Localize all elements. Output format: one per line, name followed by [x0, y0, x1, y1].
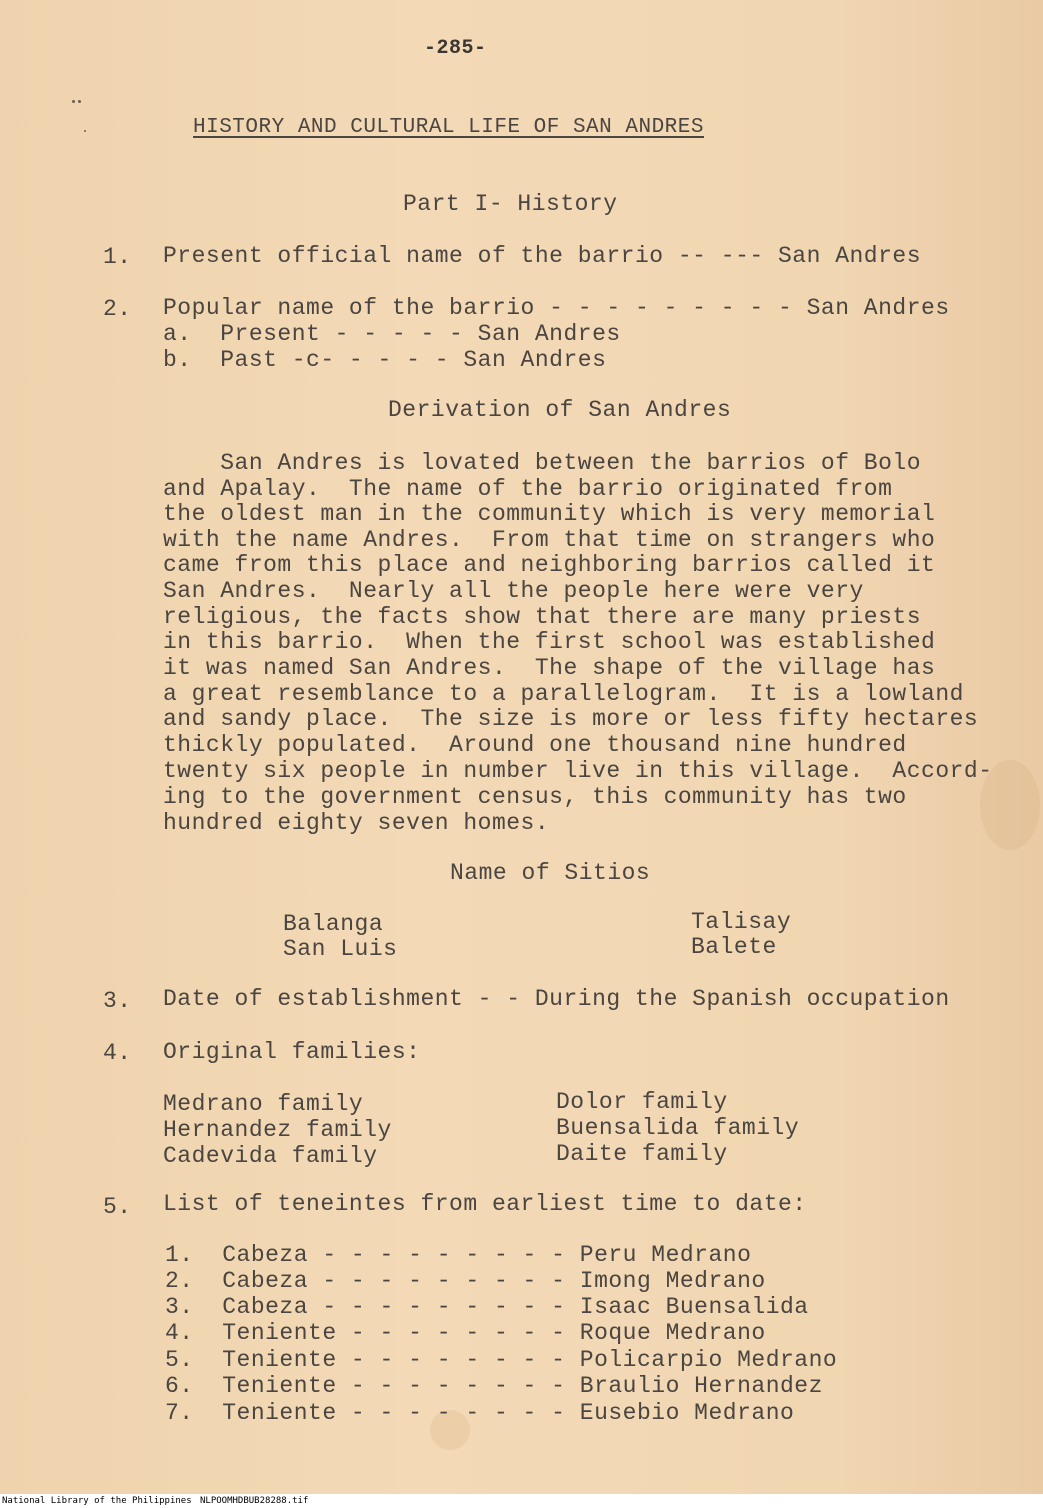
list-item: 7. Teniente - - - - - - - - Eusebio Medrano: [165, 1400, 795, 1426]
document-title: HISTORY AND CULTURAL LIFE OF SAN ANDRES: [193, 116, 704, 139]
item-number: 4.: [103, 1040, 132, 1066]
item-text: Original families:: [163, 1039, 421, 1065]
item-number: 1.: [103, 244, 132, 270]
sub-item: b. Past -c- - - - - San Andres: [163, 347, 607, 373]
list-item: 5. Teniente - - - - - - - - Policarpio Medrano: [165, 1347, 838, 1373]
paragraph-line: came from this place and neighboring barrios called it: [163, 552, 936, 578]
paragraph-line: ing to the government census, this community has two: [163, 784, 907, 810]
paragraph-line: San Andres. Nearly all the people here were very: [163, 578, 864, 604]
item-text: Popular name of the barrio - - - - - - - - - San Andres: [163, 295, 950, 321]
item-text: Present official name of the barrio -- --- San Andres: [163, 243, 922, 269]
item-text: Date of establishment - - During the Spanish occupation: [163, 986, 950, 1012]
family-name: Medrano family: [163, 1091, 364, 1117]
family-name: Dolor family: [556, 1089, 728, 1115]
section-heading: Name of Sitios: [450, 860, 651, 886]
paragraph-line: with the name Andres. From that time on strangers who: [163, 527, 936, 553]
list-item: 4. Teniente - - - - - - - - Roque Medrano: [165, 1320, 766, 1346]
paragraph-line: and sandy place. The size is more or less fifty hectares: [163, 706, 979, 732]
sitio-name: Talisay: [691, 909, 792, 935]
item-number: 2.: [103, 296, 132, 322]
paragraph-line: it was named San Andres. The shape of the village has: [163, 655, 936, 681]
paragraph-line: religious, the facts show that there are many priests: [163, 604, 922, 630]
list-item: 2. Cabeza - - - - - - - - - Imong Medrano: [165, 1268, 766, 1294]
page-number: -285-: [424, 37, 487, 60]
paragraph-line: thickly populated. Around one thousand nine hundred: [163, 732, 907, 758]
item-number: 5.: [103, 1194, 132, 1220]
family-name: Cadevida family: [163, 1143, 378, 1169]
family-name: Buensalida family: [556, 1115, 800, 1141]
paragraph-line: hundred eighty seven homes.: [163, 810, 550, 836]
paragraph-line: and Apalay. The name of the barrio originated from: [163, 476, 893, 502]
paragraph-line: a great resemblance to a parallelogram. It is a lowland: [163, 681, 964, 707]
footer-filename: NLPOOMHDBUB28288.tif: [200, 1496, 309, 1506]
paragraph-line: in this barrio. When the first school was established: [163, 629, 936, 655]
footer-library-name: National Library of the Philippines: [2, 1496, 192, 1506]
sitio-name: Balanga: [283, 911, 384, 937]
list-item: 3. Cabeza - - - - - - - - - Isaac Buensalida: [165, 1294, 809, 1320]
family-name: Hernandez family: [163, 1117, 392, 1143]
item-number: 3.: [103, 988, 132, 1014]
paragraph-line: twenty six people in number live in this village. Accord-: [163, 758, 993, 784]
sub-item: a. Present - - - - - San Andres: [163, 321, 621, 347]
item-text: List of teneintes from earliest time to date:: [163, 1191, 807, 1217]
scan-footer: [0, 1494, 1043, 1508]
sitio-name: San Luis: [283, 936, 398, 962]
paragraph-line: San Andres is lovated between the barrios of Bolo: [163, 450, 922, 476]
paper-speck: [78, 100, 81, 103]
section-heading: Derivation of San Andres: [388, 397, 732, 423]
list-item: 6. Teniente - - - - - - - - Braulio Hernandez: [165, 1373, 823, 1399]
family-name: Daite family: [556, 1141, 728, 1167]
paper-speck: [84, 130, 86, 132]
paper-speck: [72, 100, 75, 103]
paragraph-line: the oldest man in the community which is very memorial: [163, 501, 936, 527]
sitio-name: Balete: [691, 934, 777, 960]
part-heading: Part I- History: [403, 191, 618, 217]
list-item: 1. Cabeza - - - - - - - - - Peru Medrano: [165, 1242, 752, 1268]
